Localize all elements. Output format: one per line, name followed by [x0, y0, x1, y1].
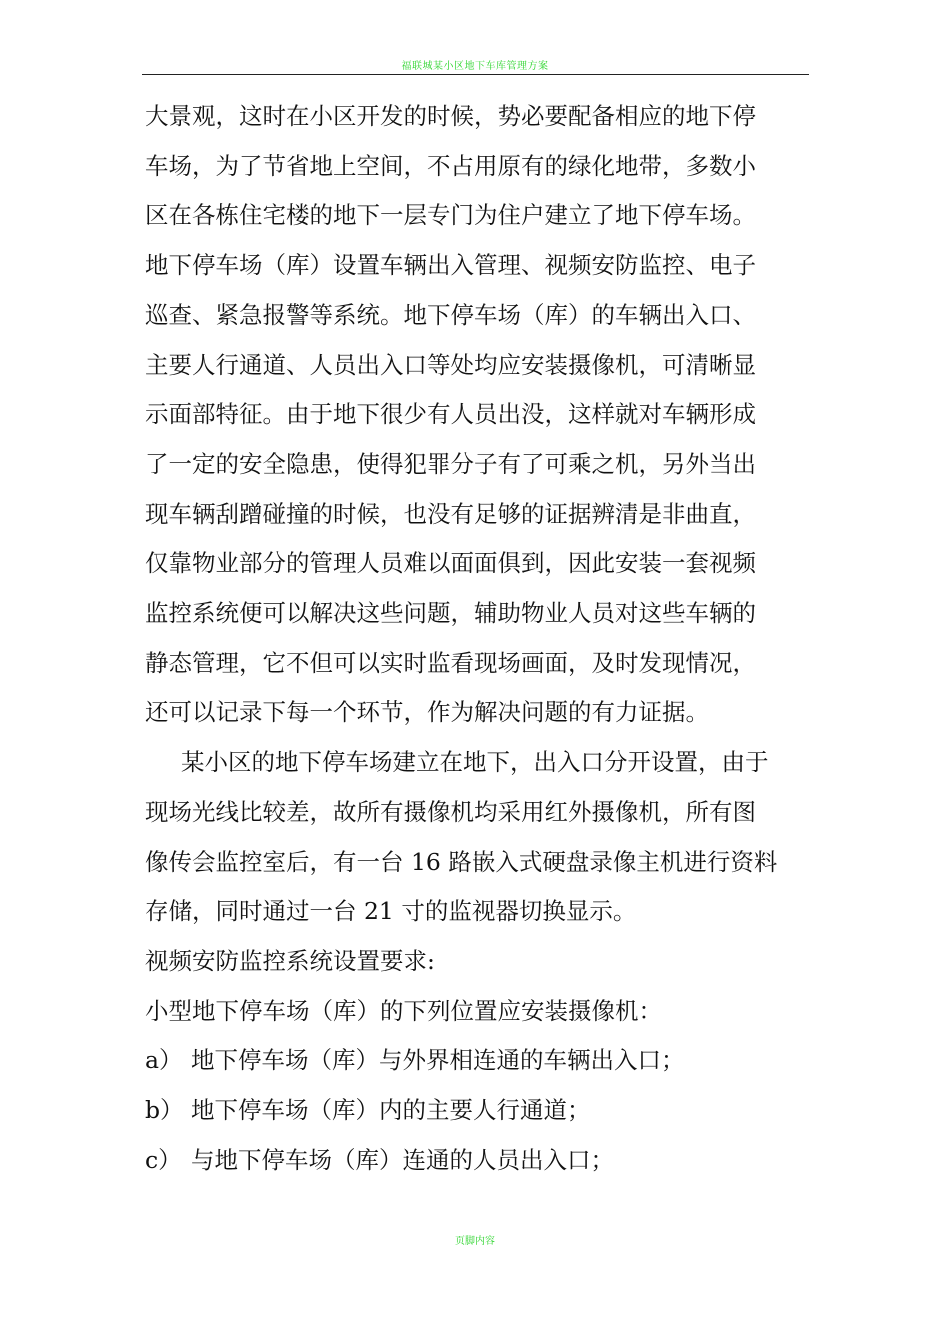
- text-line: 存储，同时通过一台 21 寸的监视器切换显示。: [145, 897, 637, 926]
- text-line: 还可以记录下每一个环节，作为解决问题的有力证据。: [145, 698, 709, 727]
- section-heading: 视频安防监控系统设置要求:: [145, 946, 435, 975]
- text-line: 小型地下停车场（库）的下列位置应安装摄像机：: [145, 996, 662, 1025]
- text-line: 现车辆刮蹭碰撞的时候，也没有足够的证据辨清是非曲直，: [145, 499, 756, 528]
- text-line: 仅靠物业部分的管理人员难以面面俱到，因此安装一套视频: [145, 549, 756, 578]
- page-header: 福联城某小区地下车库管理方案: [401, 61, 549, 72]
- text-line: 了一定的安全隐患，使得犯罪分子有了可乘之机，另外当出: [145, 449, 756, 478]
- text-line: 区在各栋住宅楼的地下一层专门为住户建立了地下停车场。: [145, 201, 756, 230]
- text-line: 示面部特征。由于地下很少有人员出没，这样就对车辆形成: [145, 400, 756, 429]
- page-footer: 页脚内容: [455, 1236, 495, 1247]
- header-divider: [142, 74, 809, 75]
- list-marker: c）: [145, 1145, 182, 1174]
- list-item: [145, 1086, 810, 1136]
- text-line: 大景观，这时在小区开发的时候，势必要配备相应的地下停: [145, 102, 756, 130]
- text-line: 车场，为了节省地上空间，不占用原有的绿化地带，多数小: [145, 151, 756, 180]
- text-line: 主要人行通道、人员出入口等处均应安装摄像机，可清晰显: [145, 350, 756, 379]
- text-line: 监控系统便可以解决这些问题，辅助物业人员对这些车辆的: [145, 599, 756, 628]
- list-item-text: 地下停车场（库）与外界相连通的车辆出入口；: [191, 1046, 685, 1075]
- text-line: 某小区的地下停车场建立在地下，出入口分开设置，由于: [181, 748, 769, 777]
- list-item-text: 地下停车场（库）内的主要人行通道；: [191, 1096, 591, 1125]
- document-body: [145, 92, 810, 1185]
- text-line: 像传会监控室后，有一台 16 路嵌入式硬盘录像主机进行资料: [145, 847, 778, 876]
- list-item-text: 与地下停车场（库）连通的人员出入口；: [191, 1145, 614, 1174]
- list-item: [145, 1036, 810, 1086]
- list-item: [145, 1136, 810, 1186]
- list-marker: b）: [145, 1096, 184, 1125]
- text-line: 巡查、紧急报警等系统。地下停车场（库）的车辆出入口、: [145, 300, 756, 329]
- text-line: 地下停车场（库）设置车辆出入管理、视频安防监控、电子: [145, 251, 756, 280]
- text-line: 现场光线比较差，故所有摄像机均采用红外摄像机，所有图: [145, 797, 756, 826]
- list-marker: a）: [145, 1046, 183, 1075]
- text-line: 静态管理，它不但可以实时监看现场画面，及时发现情况，: [145, 648, 756, 677]
